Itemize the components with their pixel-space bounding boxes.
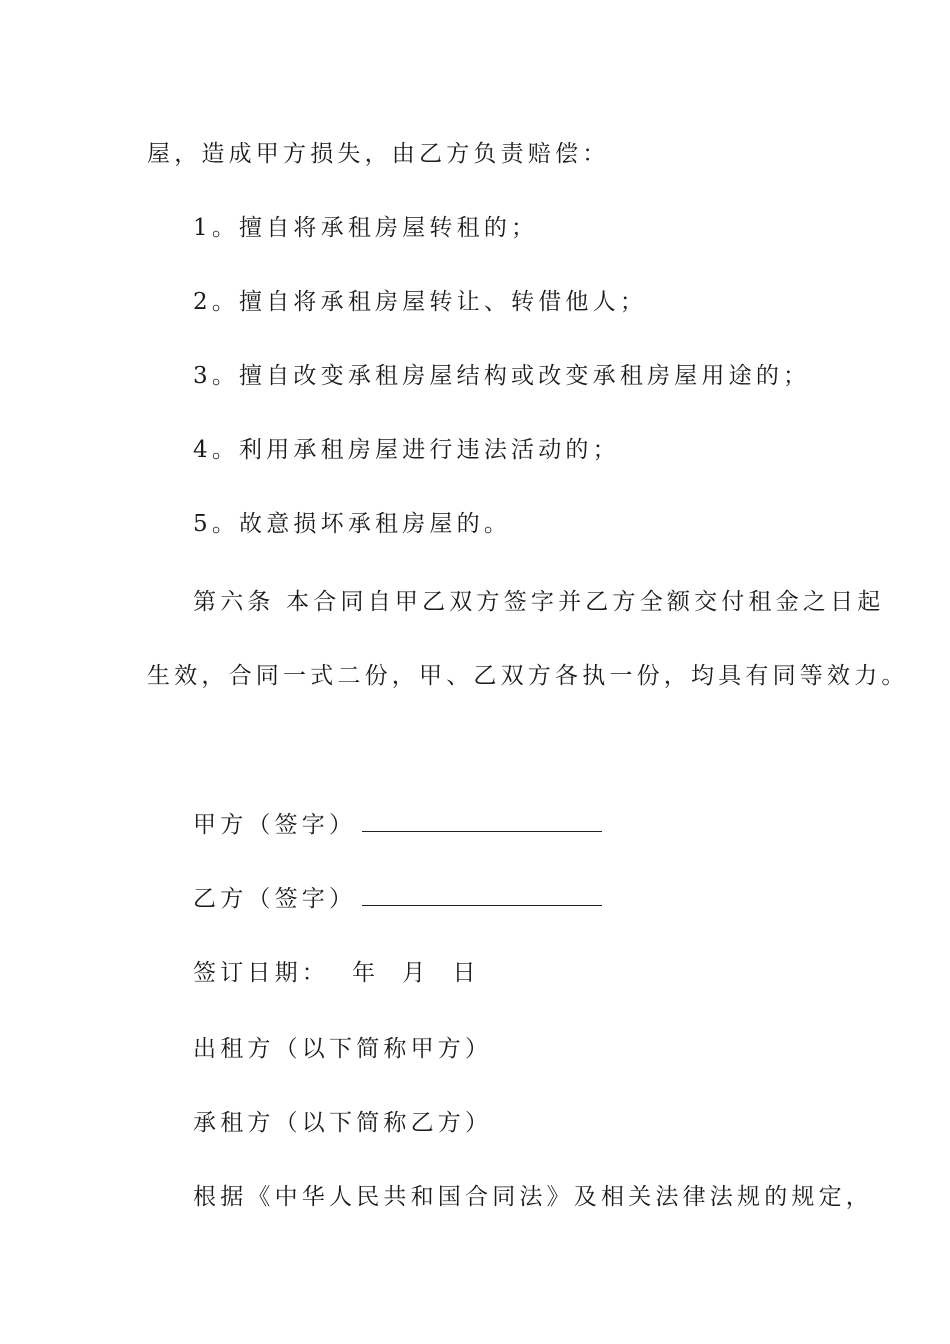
lessee-line: 承租方（以下简称乙方）: [193, 1110, 493, 1136]
paragraph-continuation: 屋，造成甲方损失，由乙方负责赔偿：: [147, 141, 610, 167]
list-item-5: 5。故意损坏承租房屋的。: [193, 511, 512, 537]
party-a-signature-blank: [362, 813, 602, 832]
lessor-line: 出租方（以下简称甲方）: [193, 1036, 493, 1062]
list-item-3: 3。擅自改变承租房屋结构或改变承租房屋用途的；: [193, 363, 811, 389]
party-b-signature-blank: [362, 887, 602, 906]
article-six-line-2: 生效，合同一式二份，甲、乙双方各执一份，均具有同等效力。: [147, 663, 909, 689]
party-b-signature-label: 乙方（签字）: [193, 886, 357, 912]
party-a-signature-row: [193, 810, 602, 840]
list-item-4: 4。利用承租房屋进行违法活动的；: [193, 437, 620, 463]
signing-date: 签订日期： 年 月 日: [193, 960, 480, 986]
article-six-line-1: 第六条 本合同自甲乙双方签字并乙方全额交付租金之日起: [193, 589, 885, 615]
party-a-signature-label: 甲方（签字）: [193, 812, 357, 838]
party-b-signature-row: [193, 884, 602, 914]
preamble-line: 根据《中华人民共和国合同法》及相关法律法规的规定，: [193, 1184, 873, 1210]
list-item-2: 2。擅自将承租房屋转让、转借他人；: [193, 289, 648, 315]
list-item-1: 1。擅自将承租房屋转租的；: [193, 215, 539, 241]
